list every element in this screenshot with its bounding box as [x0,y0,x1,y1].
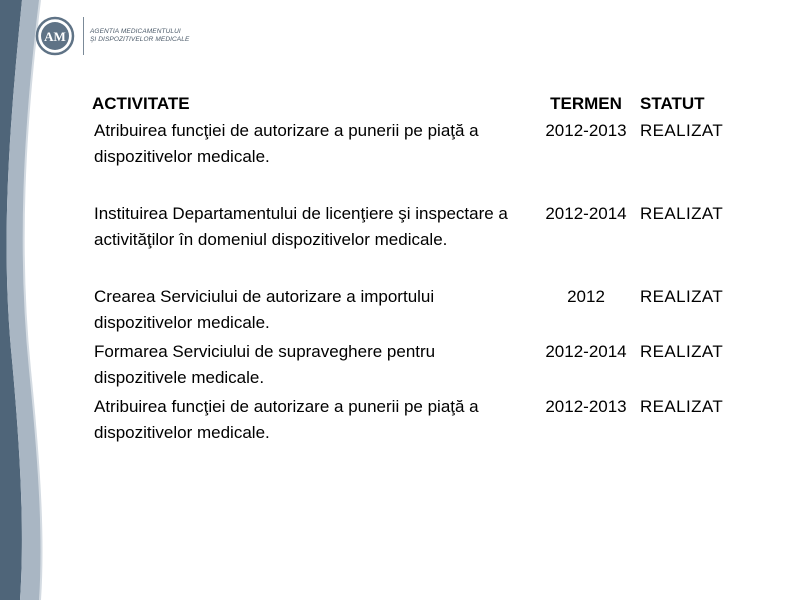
activity-cell: Crearea Serviciului de autorizare a importului dispozitivelor medicale. [94,287,435,332]
agency-emblem-icon [35,16,75,56]
logo-letters: AM [44,29,66,44]
agency-name [90,28,189,44]
term-cell: 2012-2013 [545,397,627,416]
status-cell: REALIZAT [640,121,724,140]
activity-cell: Atribuirea funcţiei de autorizare a punerii pe piaţă a dispozitivelor medicale. [94,397,479,442]
table-row [88,284,753,339]
side-decoration [0,0,70,600]
term-cell: 2012-2014 [545,342,627,361]
table-row [88,118,753,201]
table-row [88,201,753,284]
agency-logo [35,14,189,58]
header-status: STATUT [640,94,705,113]
term-cell: 2012-2013 [545,121,627,140]
table-header-row [88,90,753,118]
activity-cell: Instituirea Departamentului de licenţiere şi inspectare a activităţilor în domeniul dispozitivelor medicale. [94,204,508,249]
status-cell: REALIZAT [640,342,724,361]
header-term: TERMEN [550,94,622,113]
table-row [88,339,753,394]
logo-divider [83,17,84,55]
table-row [88,394,753,449]
activities-table [88,90,753,449]
activity-cell: Atribuirea funcţiei de autorizare a punerii pe piaţă a dispozitivelor medicale. [94,121,479,166]
header-activity: ACTIVITATE [92,94,190,113]
status-cell: REALIZAT [640,287,724,306]
status-cell: REALIZAT [640,204,724,223]
status-cell: REALIZAT [640,397,724,416]
term-cell: 2012-2014 [545,204,627,223]
activity-cell: Formarea Serviciului de supraveghere pentru dispozitivele medicale. [94,342,436,387]
agency-name-line2: ŞI DISPOZITIVELOR MEDICALE [90,36,190,43]
agency-name-line1: AGENTIA MEDICAMENTULUI [90,28,181,35]
term-cell: 2012 [567,287,605,306]
